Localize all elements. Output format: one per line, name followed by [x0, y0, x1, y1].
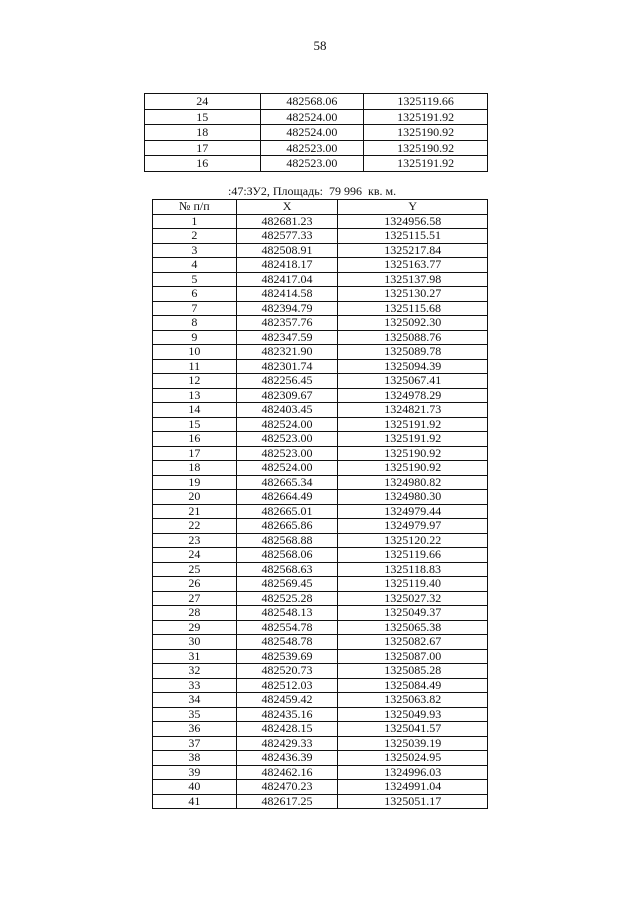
cell-x: 482664.49	[236, 490, 338, 505]
table-row	[153, 548, 488, 563]
cell-x: 482524.00	[236, 461, 338, 476]
cell-number: 17	[145, 140, 261, 156]
table-row	[145, 94, 488, 110]
cell-number: 26	[153, 577, 237, 592]
cell-number: 25	[153, 562, 237, 577]
table-row	[153, 258, 488, 273]
cell-x: 482524.00	[260, 109, 364, 125]
cell-y: 1325217.84	[338, 243, 488, 258]
cell-x: 482548.78	[236, 635, 338, 650]
cell-x: 482459.42	[236, 693, 338, 708]
table-row	[153, 417, 488, 432]
table-row	[153, 475, 488, 490]
cell-y: 1325088.76	[338, 330, 488, 345]
cell-x: 482403.45	[236, 403, 338, 418]
cell-x: 482301.74	[236, 359, 338, 374]
cell-y: 1325191.92	[364, 156, 488, 172]
cell-number: 15	[145, 109, 261, 125]
table-row	[153, 562, 488, 577]
cell-x: 482394.79	[236, 301, 338, 316]
cell-number: 6	[153, 287, 237, 302]
cell-y: 1324991.04	[338, 780, 488, 795]
table-row	[153, 504, 488, 519]
cell-x: 482539.69	[236, 649, 338, 664]
cell-y: 1324821.73	[338, 403, 488, 418]
table-row	[153, 591, 488, 606]
table-row	[153, 432, 488, 447]
table-row	[153, 345, 488, 360]
cell-x: 482681.23	[236, 214, 338, 229]
header-x: X	[236, 200, 338, 215]
cell-x: 482525.28	[236, 591, 338, 606]
cell-y: 1325027.32	[338, 591, 488, 606]
cell-y: 1325190.92	[364, 125, 488, 141]
cell-x: 482568.06	[236, 548, 338, 563]
cell-number: 32	[153, 664, 237, 679]
cell-x: 482462.16	[236, 765, 338, 780]
cell-x: 482524.00	[260, 125, 364, 141]
cell-number: 33	[153, 678, 237, 693]
cell-x: 482523.00	[260, 140, 364, 156]
table-row	[153, 316, 488, 331]
cell-x: 482577.33	[236, 229, 338, 244]
cell-y: 1325063.82	[338, 693, 488, 708]
cell-number: 8	[153, 316, 237, 331]
cell-number: 38	[153, 751, 237, 766]
table-row	[153, 620, 488, 635]
cell-x: 482414.58	[236, 287, 338, 302]
table-row	[153, 649, 488, 664]
cell-number: 30	[153, 635, 237, 650]
cell-x: 482417.04	[236, 272, 338, 287]
cell-x: 482512.03	[236, 678, 338, 693]
cell-x: 482523.00	[236, 446, 338, 461]
cell-y: 1325049.93	[338, 707, 488, 722]
table-row	[153, 751, 488, 766]
cell-y: 1324996.03	[338, 765, 488, 780]
cell-x: 482568.88	[236, 533, 338, 548]
cell-number: 41	[153, 794, 237, 809]
table-row	[153, 461, 488, 476]
cell-y: 1325067.41	[338, 374, 488, 389]
cell-x: 482428.15	[236, 722, 338, 737]
cell-y: 1324956.58	[338, 214, 488, 229]
cell-number: 21	[153, 504, 237, 519]
table-row	[153, 374, 488, 389]
cell-x: 482548.13	[236, 606, 338, 621]
cell-number: 3	[153, 243, 237, 258]
cell-y: 1325191.92	[364, 109, 488, 125]
cell-number: 11	[153, 359, 237, 374]
table-row	[153, 243, 488, 258]
cell-number: 1	[153, 214, 237, 229]
cell-number: 7	[153, 301, 237, 316]
cell-y: 1324979.44	[338, 504, 488, 519]
cell-number: 12	[153, 374, 237, 389]
cell-y: 1325137.98	[338, 272, 488, 287]
cell-y: 1325119.40	[338, 577, 488, 592]
table-row	[145, 156, 488, 172]
cell-x: 482357.76	[236, 316, 338, 331]
cell-number: 34	[153, 693, 237, 708]
cell-x: 482520.73	[236, 664, 338, 679]
cell-number: 31	[153, 649, 237, 664]
cell-y: 1325049.37	[338, 606, 488, 621]
table-row	[153, 693, 488, 708]
cell-number: 16	[153, 432, 237, 447]
cell-y: 1325039.19	[338, 736, 488, 751]
table-row	[153, 635, 488, 650]
table-row	[153, 678, 488, 693]
cell-y: 1325119.66	[338, 548, 488, 563]
table-row	[145, 125, 488, 141]
table-row	[153, 765, 488, 780]
cell-y: 1325163.77	[338, 258, 488, 273]
cell-number: 18	[153, 461, 237, 476]
table-row	[153, 490, 488, 505]
cell-number: 19	[153, 475, 237, 490]
table-row	[153, 359, 488, 374]
cell-number: 18	[145, 125, 261, 141]
cell-number: 10	[153, 345, 237, 360]
cell-number: 39	[153, 765, 237, 780]
cell-x: 482347.59	[236, 330, 338, 345]
cell-number: 29	[153, 620, 237, 635]
cell-x: 482523.00	[260, 156, 364, 172]
cell-y: 1325051.17	[338, 794, 488, 809]
cell-x: 482568.06	[260, 94, 364, 110]
cell-x: 482554.78	[236, 620, 338, 635]
cell-y: 1325118.83	[338, 562, 488, 577]
cell-y: 1325094.39	[338, 359, 488, 374]
cell-y: 1325085.28	[338, 664, 488, 679]
cell-y: 1325190.92	[364, 140, 488, 156]
cell-y: 1325120.22	[338, 533, 488, 548]
coordinates-table	[152, 199, 488, 809]
cell-y: 1325190.92	[338, 446, 488, 461]
cell-y: 1325092.30	[338, 316, 488, 331]
cell-x: 482665.01	[236, 504, 338, 519]
cell-y: 1324980.82	[338, 475, 488, 490]
cell-number: 28	[153, 606, 237, 621]
table-header-row	[153, 200, 488, 215]
table-row	[153, 272, 488, 287]
cell-y: 1325130.27	[338, 287, 488, 302]
cell-y: 1325041.57	[338, 722, 488, 737]
cell-number: 23	[153, 533, 237, 548]
table-row	[153, 388, 488, 403]
header-number: № п/п	[153, 200, 237, 215]
cell-y: 1325087.00	[338, 649, 488, 664]
cell-y: 1325115.68	[338, 301, 488, 316]
table-row	[153, 794, 488, 809]
table-row	[153, 446, 488, 461]
page-number: 58	[313, 38, 327, 53]
cell-number: 15	[153, 417, 237, 432]
coordinates-table-continuation	[144, 93, 488, 172]
cell-y: 1325084.49	[338, 678, 488, 693]
cell-number: 5	[153, 272, 237, 287]
cell-number: 13	[153, 388, 237, 403]
cell-number: 40	[153, 780, 237, 795]
table-row	[153, 229, 488, 244]
cell-x: 482435.16	[236, 707, 338, 722]
table-row	[153, 301, 488, 316]
cell-x: 482524.00	[236, 417, 338, 432]
cell-y: 1325024.95	[338, 751, 488, 766]
cell-y: 1325190.92	[338, 461, 488, 476]
coordinates-table-body	[153, 214, 488, 809]
cell-x: 482436.39	[236, 751, 338, 766]
cell-x: 482665.86	[236, 519, 338, 534]
cell-y: 1324978.29	[338, 388, 488, 403]
table-row	[153, 722, 488, 737]
cell-number: 24	[153, 548, 237, 563]
cell-x: 482665.34	[236, 475, 338, 490]
cell-number: 22	[153, 519, 237, 534]
cell-x: 482523.00	[236, 432, 338, 447]
cell-y: 1325191.92	[338, 417, 488, 432]
cell-number: 35	[153, 707, 237, 722]
table-row	[145, 140, 488, 156]
cell-x: 482256.45	[236, 374, 338, 389]
cell-x: 482569.45	[236, 577, 338, 592]
header-y: Y	[338, 200, 488, 215]
cell-y: 1325191.92	[338, 432, 488, 447]
cell-x: 482418.17	[236, 258, 338, 273]
cell-x: 482568.63	[236, 562, 338, 577]
cell-number: 2	[153, 229, 237, 244]
cell-y: 1325115.51	[338, 229, 488, 244]
table-row	[153, 606, 488, 621]
table-row	[153, 780, 488, 795]
cell-y: 1325119.66	[364, 94, 488, 110]
cell-x: 482429.33	[236, 736, 338, 751]
cell-x: 482508.91	[236, 243, 338, 258]
cell-number: 17	[153, 446, 237, 461]
cell-x: 482617.25	[236, 794, 338, 809]
table-row	[153, 403, 488, 418]
table-row	[153, 577, 488, 592]
table-row	[153, 707, 488, 722]
table-row	[153, 330, 488, 345]
table-row	[145, 109, 488, 125]
cell-number: 20	[153, 490, 237, 505]
cell-y: 1325082.67	[338, 635, 488, 650]
table-row	[153, 287, 488, 302]
table-row	[153, 664, 488, 679]
coordinates-table-continuation-body	[145, 94, 488, 172]
cell-number: 36	[153, 722, 237, 737]
plot-caption: :47:ЗУ2, Площадь: 79 996 кв. м.	[228, 184, 397, 198]
cell-number: 24	[145, 94, 261, 110]
table-row	[153, 533, 488, 548]
cell-x: 482470.23	[236, 780, 338, 795]
table-row	[153, 736, 488, 751]
table-row	[153, 214, 488, 229]
cell-x: 482321.90	[236, 345, 338, 360]
cell-number: 4	[153, 258, 237, 273]
cell-number: 14	[153, 403, 237, 418]
cell-number: 9	[153, 330, 237, 345]
cell-y: 1325065.38	[338, 620, 488, 635]
cell-x: 482309.67	[236, 388, 338, 403]
cell-number: 37	[153, 736, 237, 751]
table-row	[153, 519, 488, 534]
cell-number: 16	[145, 156, 261, 172]
cell-y: 1325089.78	[338, 345, 488, 360]
cell-number: 27	[153, 591, 237, 606]
cell-y: 1324980.30	[338, 490, 488, 505]
cell-y: 1324979.97	[338, 519, 488, 534]
